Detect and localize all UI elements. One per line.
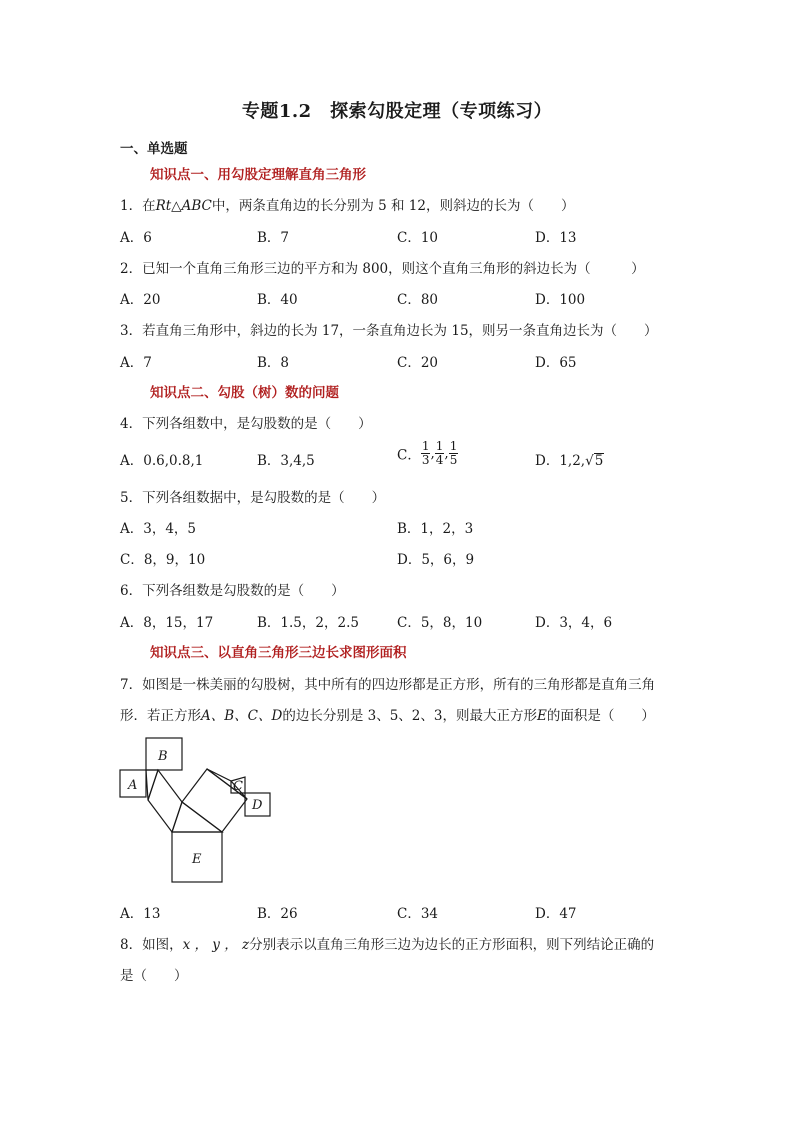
q7-square-e-label: E — [536, 708, 547, 724]
q4-option-b: B．3,4,5 — [257, 453, 315, 469]
q3-option-d: D．65 — [535, 355, 577, 371]
q4-option-d-label: D．1,2, — [535, 453, 586, 469]
page-title: 专题1.2 探索勾股定理（专项练习） — [241, 101, 553, 122]
question-1 — [120, 194, 574, 214]
label-d: D — [252, 798, 263, 813]
knowledge-point-2: 知识点二、勾股（树）数的问题 — [150, 385, 339, 401]
q2-option-d: D．100 — [535, 292, 586, 308]
question-3: 3．若直角三角形中，斜边的长为 17，一条直角边长为 15，则另一条直角边长为（ ） — [120, 323, 658, 339]
square-left-branch — [148, 770, 182, 832]
q6-option-c: C．5，8，10 — [397, 615, 483, 631]
q8-variables: x ， y ， z — [182, 937, 250, 953]
q5-option-a: A．3，4，5 — [120, 521, 197, 537]
q3-option-b: B．8 — [257, 355, 290, 371]
q2-option-a: A．20 — [120, 292, 161, 308]
q3-option-c: C．20 — [397, 355, 439, 371]
q6-option-a: A．8，15，17 — [120, 615, 214, 631]
q7-squares-label: A、B、C、D — [201, 708, 283, 724]
q8-line1-prefix: 8．如图， — [120, 937, 183, 953]
question-1-prefix: 1．在 — [120, 198, 156, 214]
tree-triangle-left — [146, 770, 158, 800]
q5-option-d: D．5，6，9 — [397, 552, 475, 568]
q7-option-c: C．34 — [397, 906, 439, 922]
question-7-line-2 — [120, 704, 655, 724]
q1-option-c: C．10 — [397, 230, 439, 246]
fraction-one-fourth: $\frac{1}{4}$ — [435, 439, 444, 467]
q7-option-d: D．47 — [535, 906, 577, 922]
sqrt-sign-icon: √ — [585, 453, 594, 469]
q7-option-a: A．13 — [120, 906, 161, 922]
q7-option-b: B．26 — [257, 906, 298, 922]
q1-option-d: D．13 — [535, 230, 577, 246]
label-e: E — [192, 852, 202, 867]
q5-option-b: B．1，2，3 — [397, 521, 474, 537]
question-8-line-2: 是（ ） — [120, 968, 188, 984]
fraction-one-third: $\frac{1}{3}$ — [421, 439, 430, 467]
q3-option-a: A．7 — [120, 355, 152, 371]
q2-option-b: B．40 — [257, 292, 298, 308]
q7-line2-prefix: 形．若正方形 — [120, 708, 201, 724]
question-5: 5．下列各组数据中，是勾股数的是（ ） — [120, 490, 386, 506]
question-1-suffix: 中，两条直角边的长分别为 5 和 12，则斜边的长为（ ） — [211, 198, 575, 214]
question-1-math: Rt△ABC — [155, 198, 212, 214]
q5-option-c: C．8，9，10 — [120, 552, 206, 568]
q6-option-d: D．3，4，6 — [535, 615, 613, 631]
q4-option-a: A．0.6,0.8,1 — [120, 453, 204, 469]
question-4: 4．下列各组数中，是勾股数的是（ ） — [120, 416, 372, 432]
q2-option-c: C．80 — [397, 292, 439, 308]
knowledge-point-3: 知识点三、以直角三角形三边长求图形面积 — [150, 645, 407, 661]
label-c: C — [233, 779, 243, 794]
question-7-line-1: 7．如图是一株美丽的勾股树，其中所有的四边形都是正方形，所有的三角形都是直角三角 — [120, 677, 656, 693]
q4-option-c: C． $\frac{1}{3}$ , $\frac{1}{4}$ , $\frac{1}{5}$ — [397, 439, 458, 467]
label-b: B — [158, 749, 168, 764]
q8-line1-suffix: 分别表示以直角三角形三边为边长的正方形面积，则下列结论正确的 — [249, 937, 655, 953]
q7-line2-suffix: 的面积是（ ） — [546, 708, 655, 724]
q1-option-b: B．7 — [257, 230, 290, 246]
tree-triangle-main — [172, 802, 222, 832]
q1-option-a: A．6 — [120, 230, 152, 246]
label-a: A — [128, 778, 138, 793]
question-6: 6．下列各组数是勾股数的是（ ） — [120, 583, 345, 599]
question-8-line-1 — [120, 933, 654, 953]
q4-option-c-label: C． — [397, 447, 421, 464]
question-2: 2．已知一个直角三角形三边的平方和为 800，则这个直角三角形的斜边长为（ ） — [120, 261, 645, 277]
q4-option-d — [535, 449, 604, 469]
q4-option-d-radicand: 5 — [594, 453, 604, 469]
knowledge-point-1: 知识点一、用勾股定理解直角三角形 — [150, 167, 366, 183]
pythagorean-tree-figure — [110, 730, 280, 890]
q7-line2-middle: 的边长分别是 3、5、2、3，则最大正方形 — [282, 708, 537, 724]
section-heading: 一、单选题 — [120, 141, 188, 157]
fraction-one-fifth: $\frac{1}{5}$ — [449, 439, 458, 467]
q6-option-b: B．1.5，2，2.5 — [257, 615, 359, 631]
